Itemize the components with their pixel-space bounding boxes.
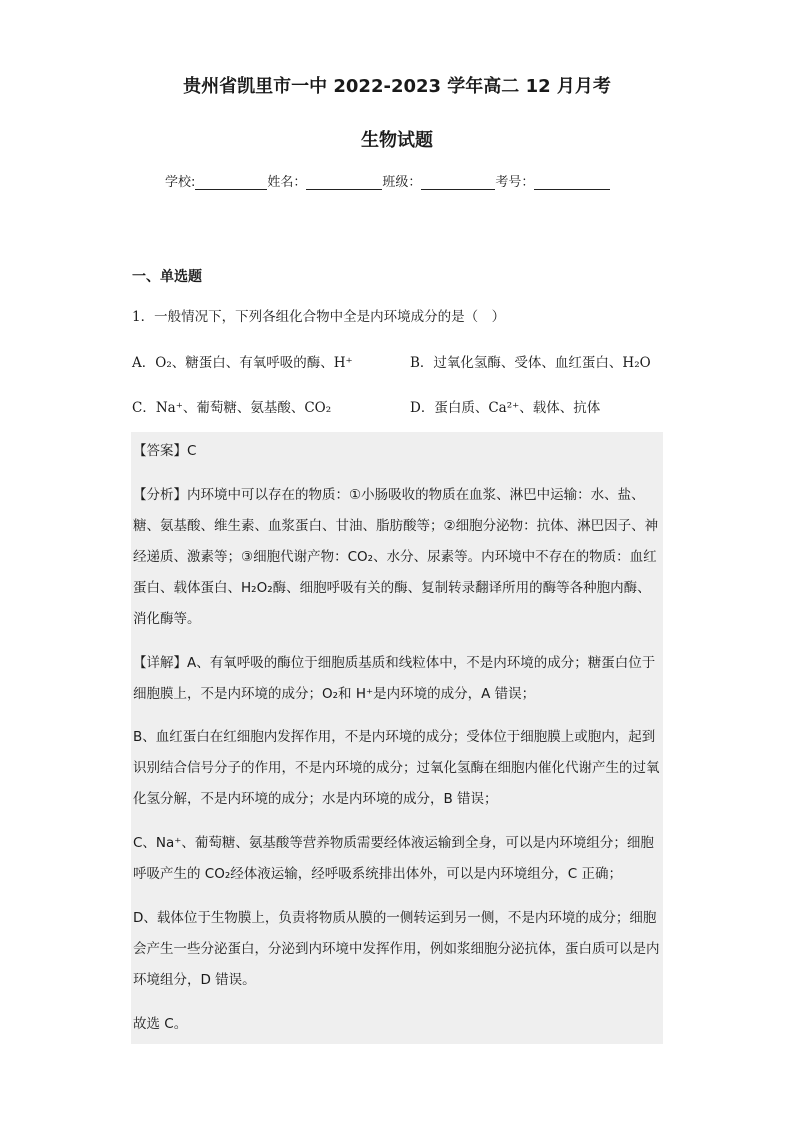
detail-d-paragraph: D、载体位于生物膜上，负责将物质从膜的一侧转运到另一侧，不是内环境的成分；细胞会产生一些分泌蛋白，分泌到内环境中发挥作用，例如浆细胞分泌抗体，蛋白质可以是内环境组分，D 错误。 (133, 910, 660, 988)
detail-c-paragraph: C、Na⁺、葡萄糖、氨基酸等营养物质需要经体液运输到全身，可以是内环境组分；细胞呼吸产生的 CO₂经体液运输，经呼吸系统排出体外，可以是内环境组分，C 正确； (133, 835, 654, 882)
analysis-paragraph: 【分析】内环境中可以存在的物质：①小肠吸收的物质在血浆、淋巴中运输：水、盐、糖、氨基酸、维生素、血浆蛋白、甘油、脂肪酸等；②细胞分泌物：抗体、淋巴因子、神经递质、激素等；③细胞代谢产物：CO₂、水分、尿素等。内环境中不存在的物质：血红蛋白、载体蛋白、H₂O₂酶、细胞呼吸有关的酶、复制转录翻译所用的酶等各种胞内酶、消化酶等。 (133, 487, 659, 627)
section-title: 一、单选题 (132, 269, 202, 285)
question-stem: 1．一般情况下，下列各组化合物中全是内环境成分的是（ ） (132, 309, 506, 325)
exam-number-label: 考号： (495, 175, 535, 190)
exam-number-blank[interactable] (534, 175, 610, 190)
option-c: C．Na⁺、葡萄糖、氨基酸、CO₂ (132, 400, 332, 416)
detail-a-paragraph: 【详解】A、有氧呼吸的酶位于细胞质基质和线粒体中，不是内环境的成分；糖蛋白位于细胞膜上，不是内环境的成分；O₂和 H⁺是内环境的成分，A 错误； (133, 655, 656, 702)
option-d: D．蛋白质、Ca²⁺、载体、抗体 (410, 400, 601, 416)
exam-subject: 生物试题 (361, 130, 433, 151)
school-blank[interactable] (195, 175, 267, 190)
school-label: 学校: (165, 175, 196, 190)
name-blank[interactable] (306, 175, 382, 190)
answer-line: 【答案】C (133, 443, 197, 459)
option-b: B．过氧化氢酶、受体、血红蛋白、H₂O (410, 355, 651, 371)
answer-block (131, 432, 663, 1044)
student-info-line (165, 171, 610, 190)
detail-b-paragraph: B、血红蛋白在红细胞内发挥作用，不是内环境的成分；受体位于细胞膜上或胞内，起到识别结合信号分子的作用，不是内环境的成分；过氧化氢酶在细胞内催化代谢产生的过氧化氢分解，不是内环境的成分；水是内环境的成分，B 错误； (133, 729, 660, 807)
name-label: 姓名： (267, 175, 307, 190)
option-a: A．O₂、糖蛋白、有氧呼吸的酶、H⁺ (132, 355, 353, 371)
class-label: 班级： (382, 175, 422, 190)
class-blank[interactable] (421, 175, 495, 190)
conclusion-line: 故选 C。 (133, 1016, 188, 1032)
exam-title: 贵州省凯里市一中 2022-2023 学年高二 12 月月考 (183, 76, 611, 97)
